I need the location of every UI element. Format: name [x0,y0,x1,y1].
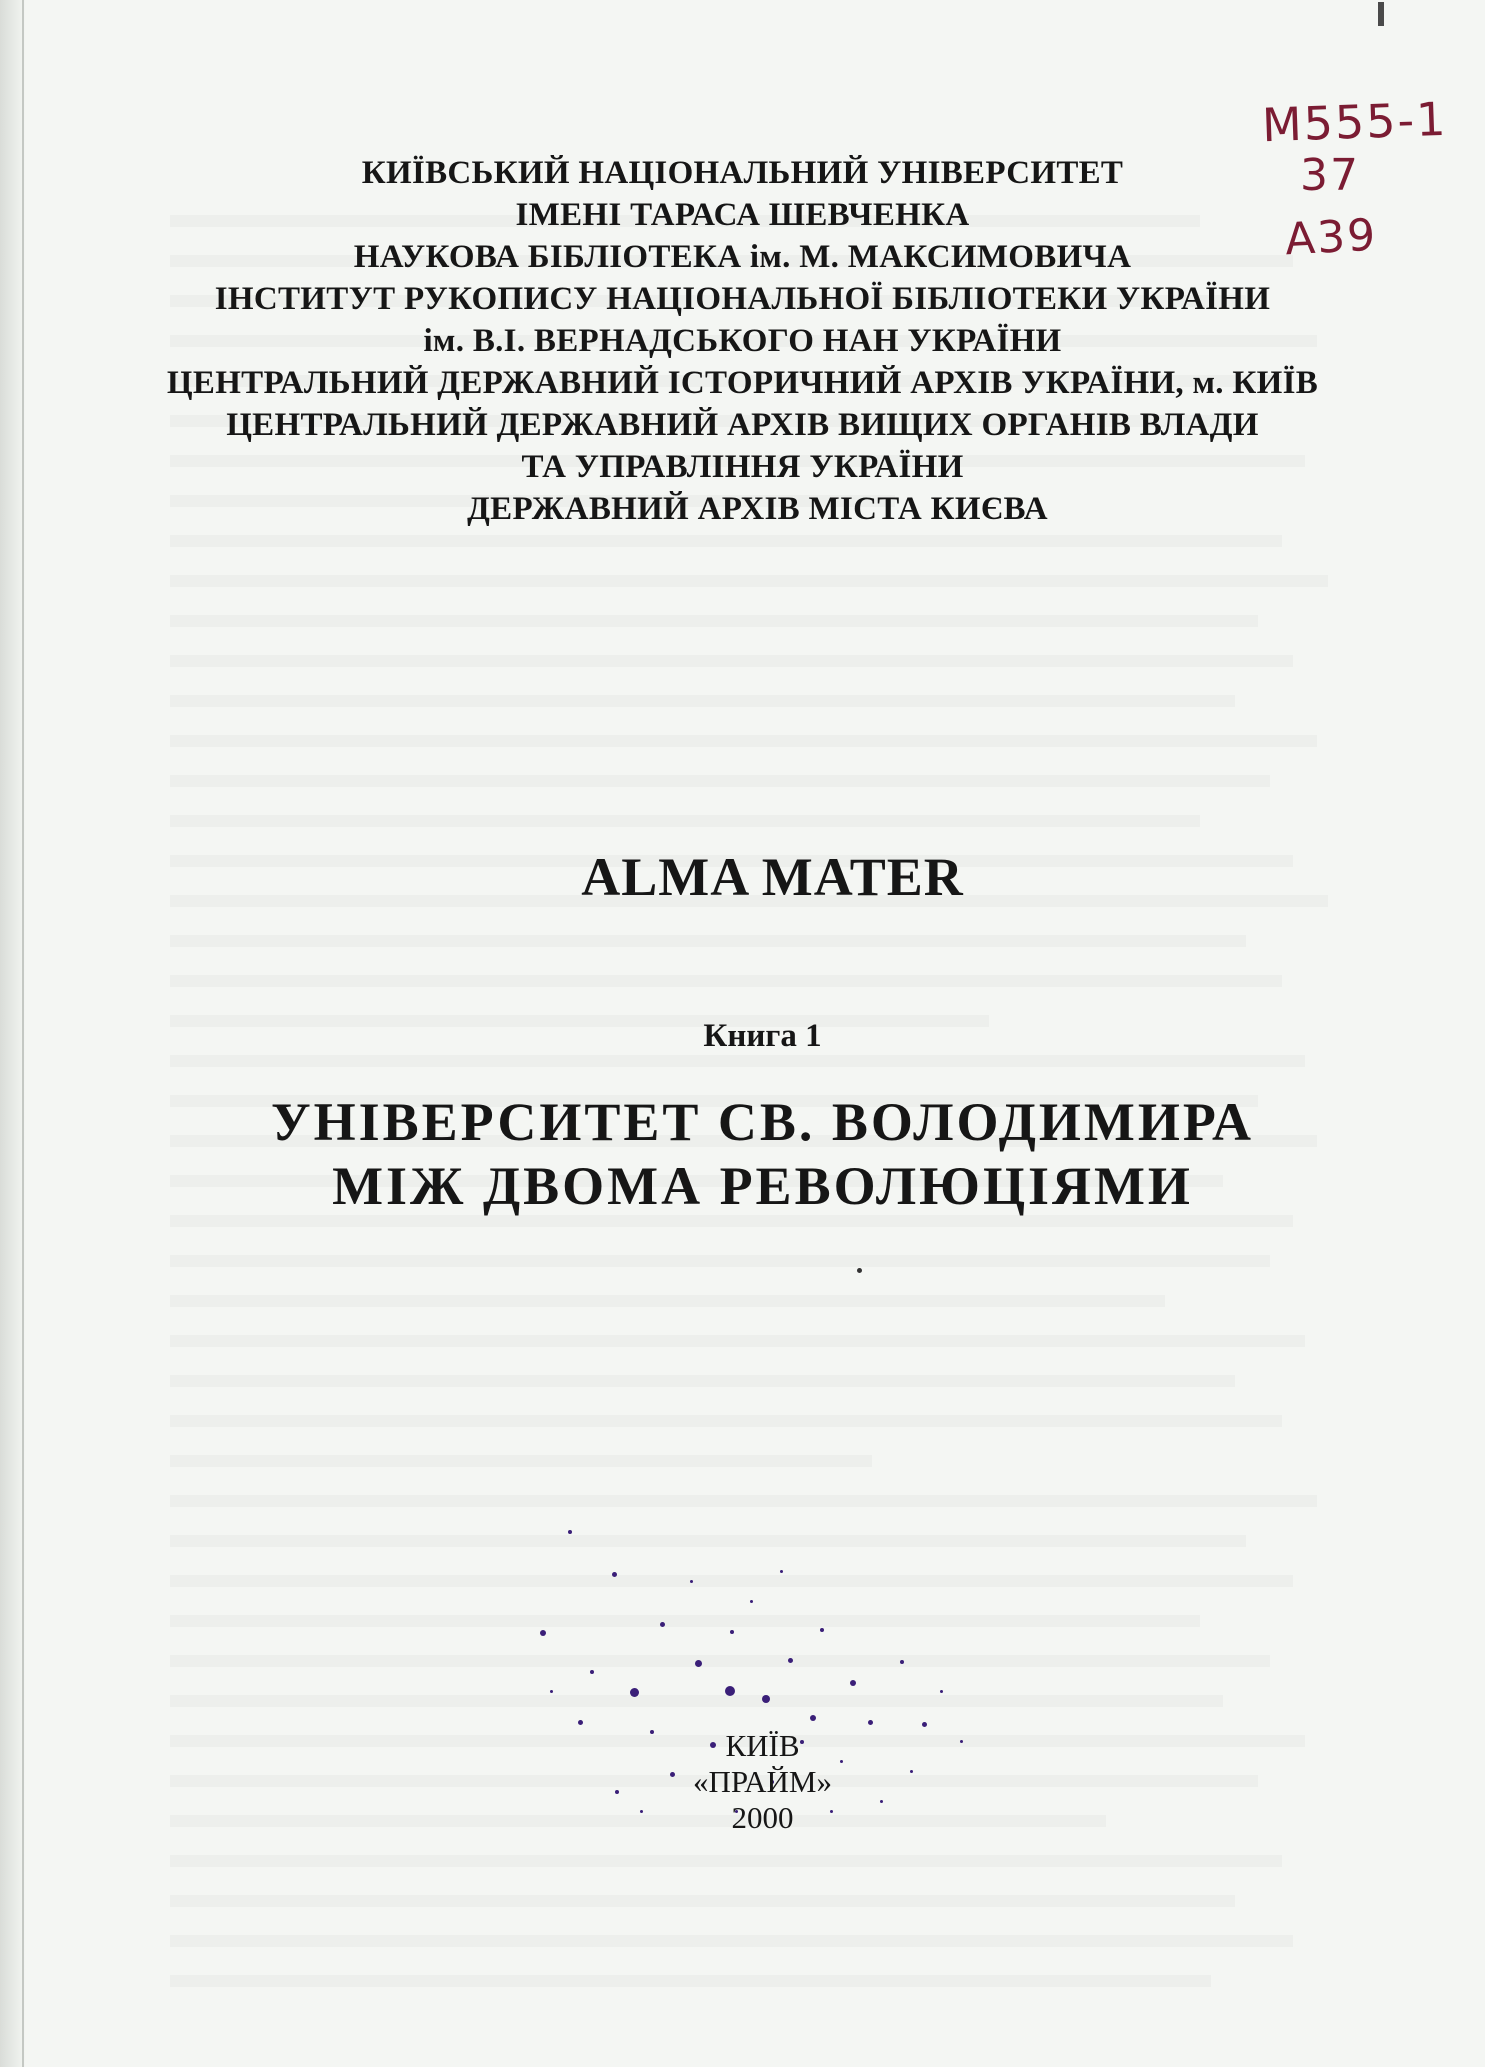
institution-line: ЦЕНТРАЛЬНИЙ ДЕРЖАВНИЙ ІСТОРИЧНИЙ АРХІВ УКРАЇНИ, м. КИЇВ [166,365,1319,401]
ink-spatter-dot [940,1690,943,1693]
ink-spatter-dot [578,1720,583,1725]
imprint-year: 2000 [731,1800,794,1835]
ink-spatter-dot [612,1572,617,1577]
imprint-publisher: «ПРАЙМ» [692,1764,832,1799]
ink-spatter-dot [810,1715,816,1721]
ink-spatter-dot [540,1630,546,1636]
ink-spatter-dot [568,1530,572,1534]
institution-line: ім. В.І. ВЕРНАДСЬКОГО НАН УКРАЇНИ [423,323,1062,359]
ink-spatter-dot [630,1688,639,1697]
ink-spatter-dot [922,1722,927,1727]
institution-line: ІНСТИТУТ РУКОПИСУ НАЦІОНАЛЬНОЇ БІБЛІОТЕКИ УКРАЇНИ [214,281,1271,317]
ink-spatter-dot [762,1695,770,1703]
ink-spatter-dot [690,1580,693,1583]
imprint-block [0,1728,1485,1836]
handwritten-call-number-line-3: А39 [1283,209,1379,266]
ink-spatter-dot [900,1660,904,1664]
institutions-block [0,152,1485,530]
institution-line: ДЕРЖАВНИЙ АРХІВ МІСТА КИЄВА [467,491,1048,527]
institution-line: ТА УПРАВЛІННЯ УКРАЇНИ [521,449,964,485]
ink-spatter-dot [750,1600,753,1603]
book-number: Книга 1 [703,1018,822,1054]
ink-spatter-dot [660,1622,665,1627]
ink-spatter-dot [850,1680,856,1686]
imprint-city: КИЇВ [725,1728,800,1763]
handwritten-call-number-line-2: 37 [1300,150,1360,201]
main-title [0,1090,1485,1218]
institution-line: КИЇВСЬКИЙ НАЦІОНАЛЬНИЙ УНІВЕРСИТЕТ [361,155,1124,191]
ink-spatter-dot [730,1630,734,1634]
institution-line: ЦЕНТРАЛЬНИЙ ДЕРЖАВНИЙ АРХІВ ВИЩИХ ОРГАНІВ ВЛАДИ [226,407,1259,443]
ink-spatter-dot [820,1628,824,1632]
institution-line: ІМЕНІ ТАРАСА ШЕВЧЕНКА [515,197,970,233]
ink-spatter-dot [788,1658,793,1663]
ink-spatter-dot [695,1660,702,1667]
ink-spatter-dot [780,1570,783,1573]
ink-spatter-dot [550,1690,553,1693]
stray-ink-dot [857,1268,862,1273]
institution-line: НАУКОВА БІБЛІОТЕКА ім. М. МАКСИМОВИЧА [353,239,1132,275]
ink-spatter-dot [725,1686,735,1696]
ink-spatter-dot [868,1720,873,1725]
main-title-line-1: УНІВЕРСИТЕТ СВ. ВОЛОДИМИРА [271,1092,1254,1152]
corner-mark [1378,2,1384,26]
main-title-line-2: МІЖ ДВОМА РЕВОЛЮЦІЯМИ [332,1156,1193,1216]
ink-spatter-dot [590,1670,594,1674]
handwritten-call-number-line-1: М555-1 [1261,91,1449,153]
series-title: ALMA MATER [581,847,964,907]
